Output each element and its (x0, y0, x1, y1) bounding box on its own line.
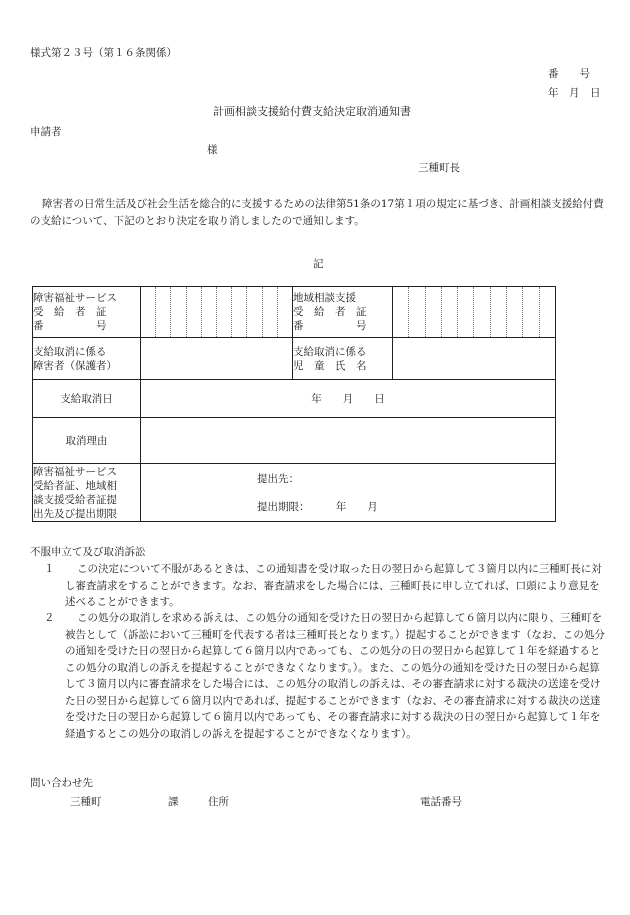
contact-address: 住所 (208, 796, 229, 808)
submit-to: 提出先： (257, 472, 299, 485)
service-cert-number-field[interactable] (141, 287, 293, 338)
submit-deadline: 提出期限： 年 月 (257, 500, 378, 513)
appeal-heading: 不服申立て及び取消訴訟 (30, 546, 146, 558)
ki-mark: 記 (313, 258, 324, 270)
child-name-label: 支給取消に係る 児 童 氏 名 (293, 338, 393, 380)
applicant-label: 申請者 (30, 126, 62, 138)
child-name-field[interactable] (393, 338, 556, 380)
issuer-name: 三種町長 (418, 162, 460, 174)
issue-date: 年 月 日 (548, 87, 601, 99)
form-number: 様式第２３号（第１６条関係） (30, 47, 177, 59)
contact-town: 三種町 (70, 796, 102, 808)
appeal-item2: この処分の取消しを求める訴えは、この処分の通知を受けた日の翌日から起算して６箇月以内に限り、三種町を被告として（訴訟において三種町を代表する者は三種町長となります。）提起することができます（なお、この処分の通知を受けた日の翌日から起算して６箇月以内であっても、この処分の日の翌日から起算して１年を経過するとこの処分の取消しの訴えを提起することができなくなります。）。また、この処分の通知を受けた日の翌日から起算して３箇月以内に審査請求をした場合には、この処分の取消しの訴えは、その審査請求に対する裁決の送達を受けた日の翌日から起算して６箇月以内であれば、提起することができます（なお、その審査請求に対する裁決の送達を受けた日の翌日から起算して６箇月以内であっても、その審査請求に対する裁決の日の翌日から起算して１年を経過するとこの処分の取消しの訴えを提起することができなくなります）。 (65, 612, 605, 740)
reason-field[interactable] (141, 418, 556, 464)
contact-phone: 電話番号 (420, 796, 462, 808)
document-title: 計画相談支援給付費支給決定取消通知書 (213, 105, 411, 118)
disabled-person-field[interactable] (141, 338, 293, 380)
regional-cert-number-field[interactable] (393, 287, 556, 338)
contact-heading: 問い合わせ先 (30, 777, 93, 789)
appeal-item1-number: １ (44, 563, 55, 575)
cancel-date-value: 年 月 日 (311, 392, 385, 405)
service-cert-number-label: 障害福祉サービス 受 給 者 証 番 号 (33, 287, 141, 338)
honorific-sama: 様 (207, 144, 218, 156)
details-table (32, 286, 556, 522)
contact-section: 課 (168, 796, 179, 808)
document-number: 番 号 (548, 68, 590, 80)
body-text: 障害者の日常生活及び社会生活を総合的に支援するための法律第51条の17第１項の規定に基づき、計画相談支援給付費の支給について、下記のとおり決定を取り消しましたので通知します。 (30, 198, 604, 227)
submission-label: 障害福祉サービス 受給者証、地域相 談支援受給者証提 出先及び提出期限 (33, 464, 141, 522)
cancel-date-field[interactable] (141, 380, 556, 418)
regional-cert-number-label: 地域相談支援 受 給 者 証 番 号 (293, 287, 393, 338)
submission-field[interactable] (141, 464, 556, 522)
appeal-item2-number: ２ (44, 612, 55, 624)
reason-label: 取消理由 (33, 418, 141, 464)
disabled-person-label: 支給取消に係る 障害者（保護者） (33, 338, 141, 380)
appeal-item1: この決定について不服があるときは、この通知書を受け取った日の翌日から起算して３箇月以内に三種町長に対し審査請求をすることができます。なお、審査請求をした場合には、三種町長に申し立てれば、口頭により意見を述べることができます。 (65, 563, 602, 608)
cancel-date-label: 支給取消日 (33, 380, 141, 418)
